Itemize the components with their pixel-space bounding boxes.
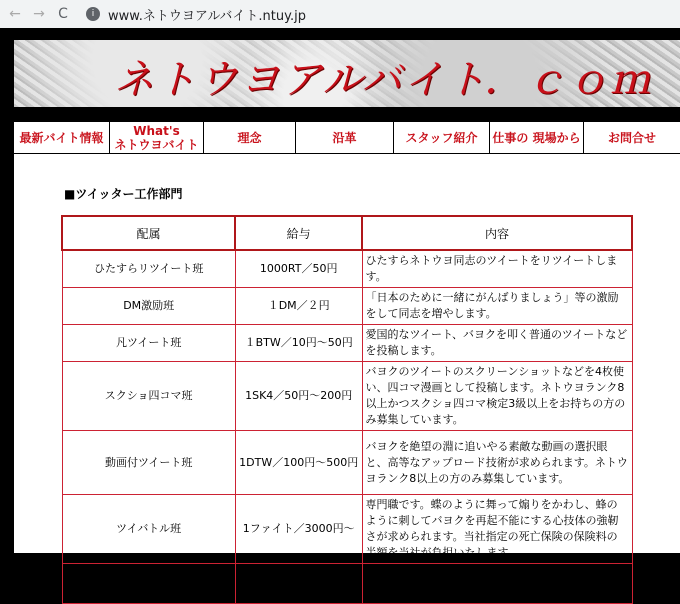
cell-pay: 1DTW／100円〜500円	[235, 431, 362, 495]
table-row	[62, 564, 632, 604]
cell-pay	[235, 564, 362, 604]
cell-dept: DM激励班	[62, 288, 235, 325]
cell-desc: バヨクのツイートのスクリーンショットなどを4枚使い、四コマ漫画として投稿します。ネトウヨランク8以上かつスクショ四コマ検定3級以上をお持ちの方のみ募集しています。	[362, 362, 632, 431]
page-content	[14, 40, 680, 596]
cell-desc: 専門職です。蝶のように舞って煽りをかわし、蜂のように刺してバヨクを再起不能にする心技体の強靭さが求められます。当社指定の死亡保険の保険料の半額を当社が負担いたします。	[362, 495, 632, 564]
tab-label: What's	[133, 123, 180, 138]
tab-philosophy[interactable]	[204, 122, 296, 153]
cell-desc: バヨクを絶望の淵に追いやる素敵な動画の選択眼と、高等なアップロード技術が求められます。ネトウヨランク8以上の方のみ募集しています。	[362, 431, 632, 495]
banner-divider	[14, 107, 680, 121]
tab-label: お問合せ	[607, 130, 656, 145]
cell-dept	[62, 564, 235, 604]
table-row	[62, 325, 632, 362]
cell-dept: ひたすらリツイート班	[62, 250, 235, 288]
table-row	[62, 495, 632, 564]
site-banner	[14, 40, 680, 107]
tab-label-line2: ネトウヨバイト	[114, 137, 199, 152]
tab-contact[interactable]	[584, 122, 680, 153]
header-desc: 内容	[362, 216, 632, 250]
reload-icon[interactable]: C	[58, 6, 68, 22]
table-row	[62, 288, 632, 325]
cell-pay: 1ファイト／3000円〜	[235, 495, 362, 564]
cell-desc: 「日本のために一緒にがんばりましょう」等の激励をして同志を増やします。	[362, 288, 632, 325]
section-title: ■ツイッター工作部門	[64, 187, 183, 201]
table-row	[62, 362, 632, 431]
cell-pay: 1000RT／50円	[235, 250, 362, 288]
cell-dept: スクショ四コマ班	[62, 362, 235, 431]
tab-workplace[interactable]	[490, 122, 584, 153]
nav-tabs	[14, 121, 680, 154]
cell-pay: 1SK4／50円〜200円	[235, 362, 362, 431]
table-header	[62, 216, 632, 250]
tab-latest-jobs[interactable]	[14, 122, 110, 153]
cell-pay: １BTW／10円〜50円	[235, 325, 362, 362]
browser-toolbar	[0, 0, 680, 28]
tab-label: 沿革	[332, 130, 357, 145]
cell-desc: 愛国的なツイート、バヨクを叩く普通のツイートなどを投稿します。	[362, 325, 632, 362]
cell-dept: ツイバトル班	[62, 495, 235, 564]
header-dept: 配属	[62, 216, 235, 250]
address-bar[interactable]: www.ネトウヨアルバイト.ntuy.jp	[108, 8, 306, 24]
tab-label: 仕事の 現場から	[492, 130, 581, 145]
table-row	[62, 250, 632, 288]
tab-history[interactable]	[296, 122, 394, 153]
site-info-icon[interactable]: i	[86, 7, 100, 21]
tab-staff[interactable]	[394, 122, 490, 153]
table-row	[62, 431, 632, 495]
tab-label: 最新バイト情報	[19, 130, 104, 145]
forward-icon[interactable]: →	[33, 6, 45, 22]
cell-dept: 凡ツイート班	[62, 325, 235, 362]
job-table	[61, 215, 633, 604]
cell-pay: １DM／２円	[235, 288, 362, 325]
back-icon[interactable]: ←	[9, 6, 21, 22]
header-pay: 給与	[235, 216, 362, 250]
cell-desc: バヨクのアカウントを凍結させて、事要となる言論を排	[362, 564, 632, 604]
tab-label: スタッフ紹介	[405, 130, 478, 145]
cell-dept: 動画付ツイート班	[62, 431, 235, 495]
site-title: ネトウヨアルバイト．ｃｏｍ	[114, 57, 652, 103]
cell-desc: ひたすらネトウヨ同志のツイートをリツイートします。	[362, 250, 632, 288]
tab-label: 理念	[237, 130, 262, 145]
tab-whats[interactable]	[110, 122, 204, 153]
